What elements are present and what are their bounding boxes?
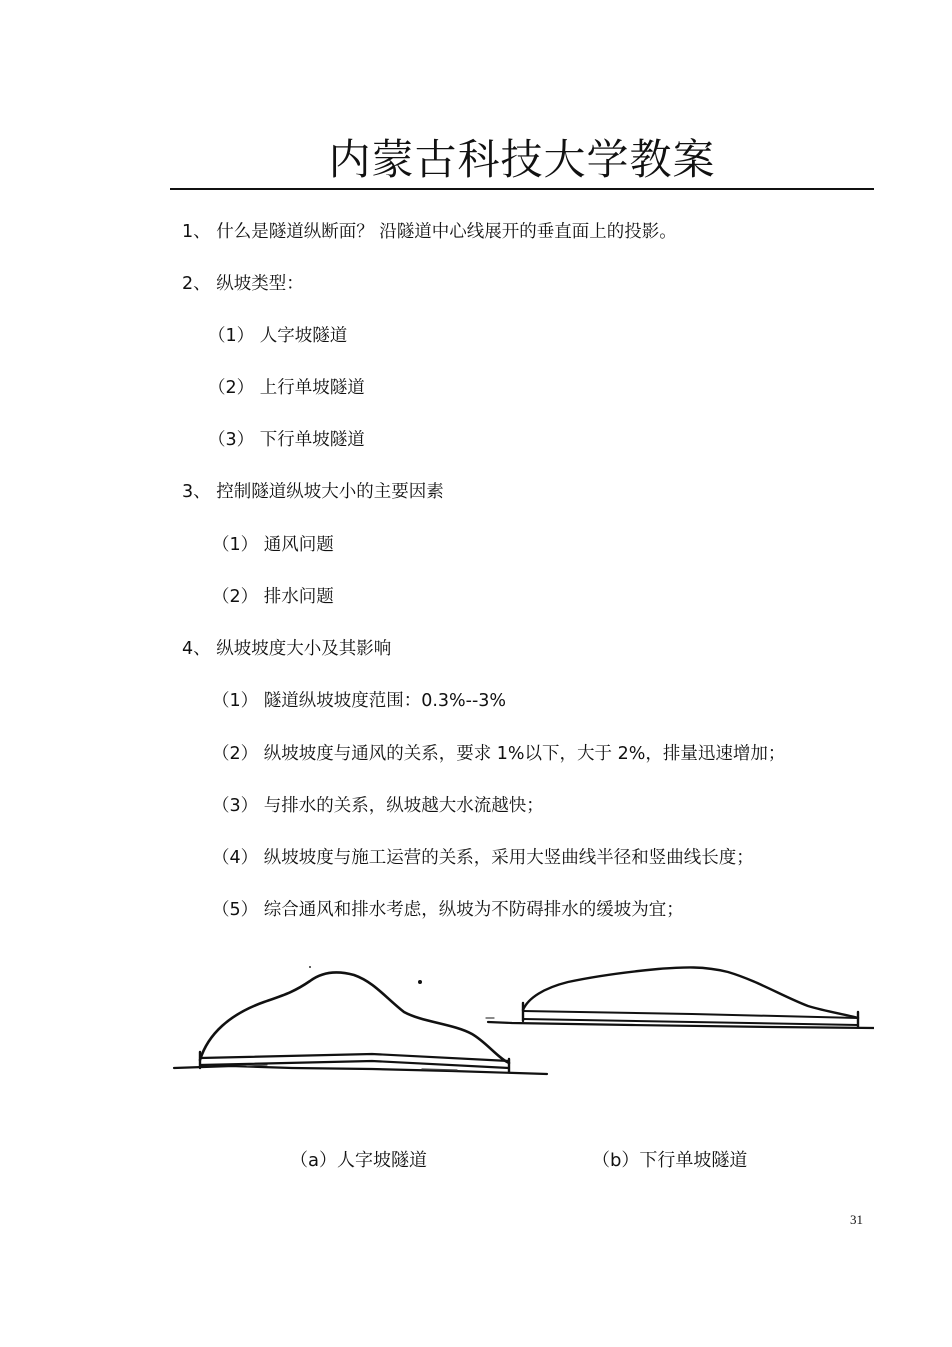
item-2-1: （1） 人字坡隧道: [208, 326, 348, 346]
item-1: 1、 什么是隧道纵断面？ 沿隧道中心线展开的垂直面上的投影。: [182, 222, 677, 242]
item-4-5: （5） 综合通风和排水考虑，纵坡为不防碍排水的缓坡为宜；: [212, 900, 684, 920]
tunnel-profile-figure: [172, 948, 874, 1118]
title-rule: [170, 188, 874, 190]
figure-b-tunnel-top: [523, 1011, 858, 1018]
page-title: 内蒙古科技大学教案: [328, 135, 716, 184]
item-2-2: （2） 上行单坡隧道: [208, 378, 365, 398]
item-4-4: （4） 纵坡坡度与施工运营的关系，采用大竖曲线半径和竖曲线长度；: [212, 848, 754, 868]
item-3: 3、 控制隧道纵坡大小的主要因素: [182, 482, 444, 502]
item-2: 2、 纵坡类型：: [182, 274, 304, 294]
item-2-3: （3） 下行单坡隧道: [208, 430, 365, 450]
figure-a-mountain-outline: [200, 972, 509, 1063]
figure-caption-b: （b）下行单坡隧道: [592, 1150, 748, 1171]
item-4: 4、 纵坡坡度大小及其影响: [182, 639, 392, 659]
item-3-2: （2） 排水问题: [212, 587, 334, 607]
figure-caption-a: （a）人字坡隧道: [290, 1150, 428, 1171]
figure-b-mountain-outline: [523, 967, 858, 1018]
figure-b-single-slope-tunnel: [486, 967, 874, 1028]
item-3-1: （1） 通风问题: [212, 535, 334, 555]
item-4-3: （3） 与排水的关系，纵坡越大水流越快；: [212, 796, 544, 816]
page-number: 31: [850, 1212, 863, 1227]
item-4-2: （2） 纵坡坡度与通风的关系，要求 1%以下，大于 2%，排量迅速增加；: [212, 744, 786, 764]
item-4-1: （1） 隧道纵坡坡度范围：0.3%--3%: [212, 691, 507, 711]
figure-a-tunnel-top: [200, 1054, 509, 1061]
